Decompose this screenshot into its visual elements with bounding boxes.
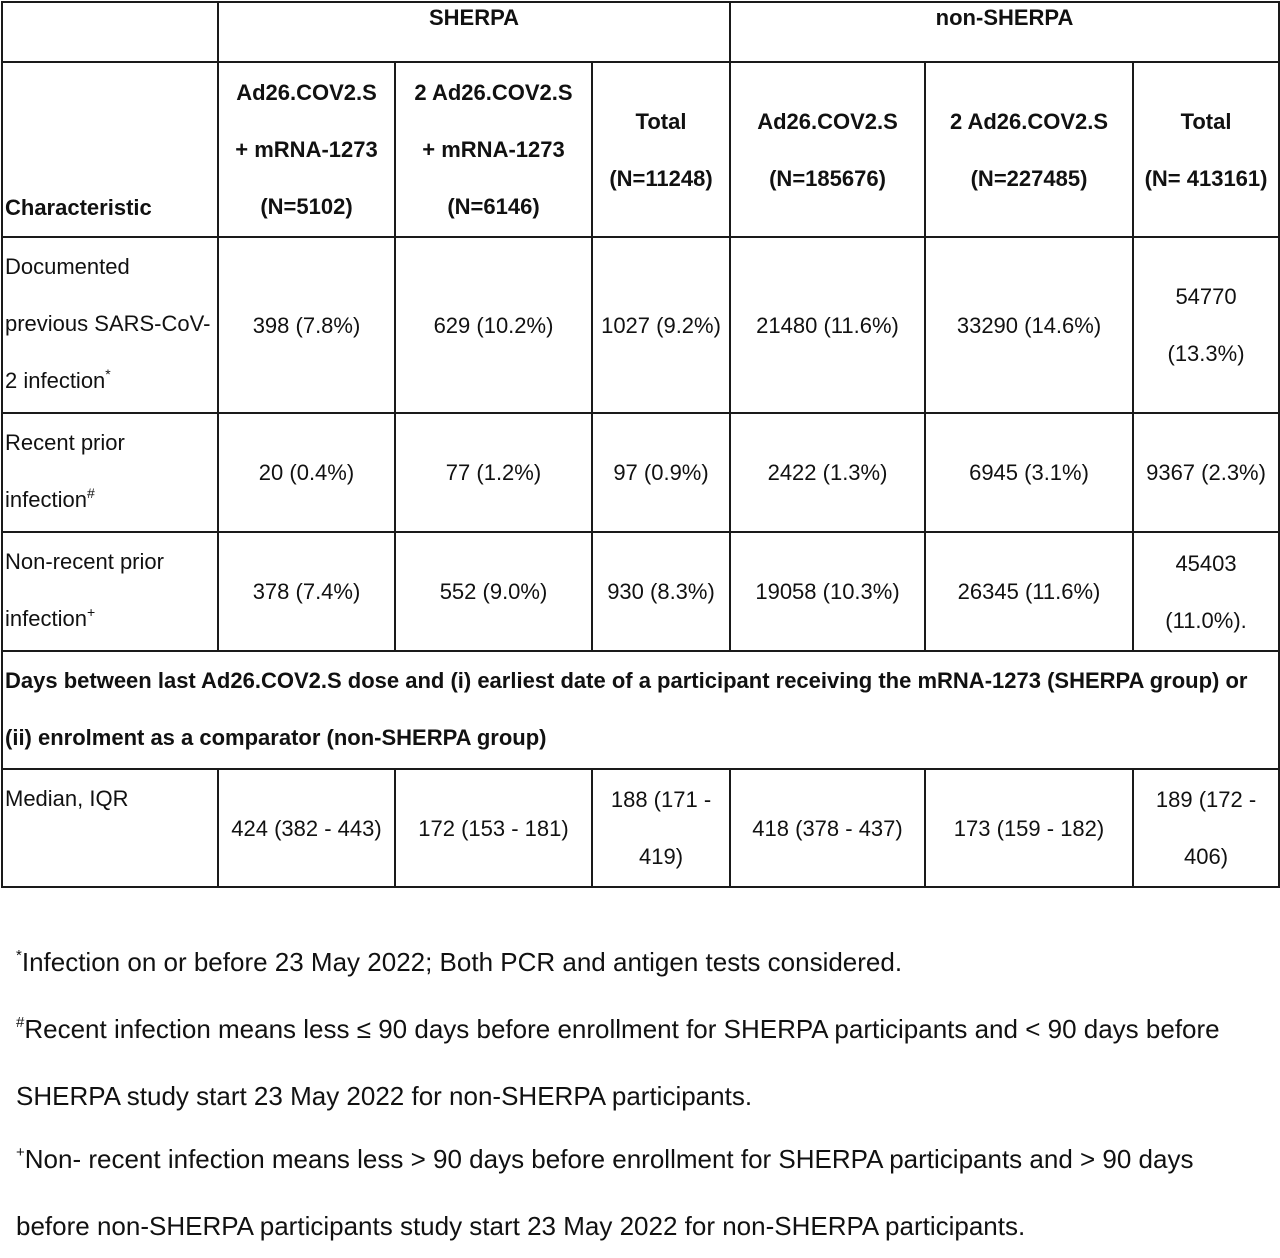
footnote: [16, 931, 1266, 998]
header-line: (N=227485): [970, 165, 1088, 191]
table-row: [2, 237, 1279, 413]
row-label: Recent prior infection: [5, 430, 125, 512]
footnote-text: Recent infection means less ≤ 90 days before enrollment for SHERPA participants and < 90 days before SHERPA study start 23 May 2022 for non-SHERPA participants.: [16, 1014, 1220, 1111]
row-label-cell: [2, 413, 218, 532]
non-sherpa-total-header: [1133, 62, 1279, 237]
sherpa-group-header: SHERPA: [218, 2, 730, 62]
header-line: + mRNA-1273: [235, 137, 378, 162]
header-line: (N=5102): [260, 194, 353, 219]
row-label: Median, IQR: [2, 769, 218, 887]
table-cell: 1027 (9.2%): [592, 237, 730, 413]
row-label: Documented previous SARS-CoV-2 infection: [5, 254, 211, 393]
footnote-marker: *: [105, 366, 111, 382]
table-row: [2, 769, 1279, 887]
header-line: Ad26.COV2.S: [757, 108, 898, 134]
vaccination-characteristics-table: [1, 1, 1280, 888]
row-label: Non-recent prior infection: [5, 549, 164, 631]
footnote-text: Infection on or before 23 May 2022; Both PCR and antigen tests considered.: [21, 947, 903, 977]
non-sherpa-group-header: non-SHERPA: [730, 2, 1279, 62]
table-cell: 189 (172 - 406): [1133, 769, 1279, 887]
footnote: [16, 1128, 1266, 1258]
header-line: + mRNA-1273: [422, 137, 565, 162]
days-section-title: Days between last Ad26.COV2.S dose and (i) earliest date of a participant receiving the mRNA-1273 (SHERPA group) or (ii) enrolment as a comparator (non-SHERPA group): [2, 651, 1279, 769]
footnote-marker: #: [86, 485, 95, 501]
table-cell: 930 (8.3%): [592, 532, 730, 651]
table-cell: 77 (1.2%): [395, 413, 592, 532]
empty-corner-cell: [2, 2, 218, 62]
sherpa-2ad26-header: [395, 62, 592, 237]
sherpa-ad26-header: [218, 62, 395, 237]
header-line: Total: [1180, 108, 1232, 134]
table-cell: 424 (382 - 443): [218, 769, 395, 887]
footnotes: [16, 931, 1266, 1258]
non-sherpa-2ad26-header: [925, 62, 1133, 237]
sherpa-total-header: [592, 62, 730, 237]
header-line: (N=11248): [609, 165, 713, 191]
header-line: (N= 413161): [1144, 165, 1268, 191]
header-line: Total: [635, 108, 687, 134]
table-cell: 6945 (3.1%): [925, 413, 1133, 532]
table-cell: 629 (10.2%): [395, 237, 592, 413]
table-cell: 97 (0.9%): [592, 413, 730, 532]
table-row: [2, 532, 1279, 651]
table-row: [2, 413, 1279, 532]
header-line: (N=185676): [769, 165, 886, 191]
header-line: Ad26.COV2.S: [236, 80, 377, 105]
footnote-marker: +: [86, 604, 96, 620]
row-label-cell: [2, 532, 218, 651]
table-cell: 172 (153 - 181): [395, 769, 592, 887]
footnote-marker: +: [16, 1144, 25, 1161]
table-cell: 552 (9.0%): [395, 532, 592, 651]
characteristic-header: Characteristic: [2, 62, 218, 237]
footnote-marker: #: [16, 1014, 25, 1031]
table-cell: 398 (7.8%): [218, 237, 395, 413]
table-cell: 45403 (11.0%).: [1133, 532, 1279, 651]
header-line: 2 Ad26.COV2.S: [949, 108, 1109, 134]
table-cell: 26345 (11.6%): [925, 532, 1133, 651]
table-cell: 418 (378 - 437): [730, 769, 925, 887]
footnote-marker: *: [16, 947, 22, 964]
table-cell: 19058 (10.3%): [730, 532, 925, 651]
row-label-cell: [2, 237, 218, 413]
table-cell: 54770 (13.3%): [1133, 237, 1279, 413]
table-cell: 378 (7.4%): [218, 532, 395, 651]
table-cell: 20 (0.4%): [218, 413, 395, 532]
group-header-row: [2, 2, 1279, 62]
table-cell: 173 (159 - 182): [925, 769, 1133, 887]
header-line: 2 Ad26.COV2.S: [414, 80, 573, 105]
table-cell: 9367 (2.3%): [1133, 413, 1279, 532]
table-cell: 188 (171 - 419): [592, 769, 730, 887]
table-cell: 21480 (11.6%): [730, 237, 925, 413]
column-header-row: [2, 62, 1279, 237]
table-cell: 33290 (14.6%): [925, 237, 1133, 413]
header-line: (N=6146): [447, 194, 540, 219]
days-section-row: [2, 651, 1279, 769]
footnote: [16, 998, 1266, 1128]
non-sherpa-ad26-header: [730, 62, 925, 237]
table-cell: 2422 (1.3%): [730, 413, 925, 532]
footnote-text: Non- recent infection means less > 90 days before enrollment for SHERPA participants and > 90 days before non-SHERPA participants study start 23 May 2022 for non-SHERPA participants.: [16, 1144, 1194, 1241]
